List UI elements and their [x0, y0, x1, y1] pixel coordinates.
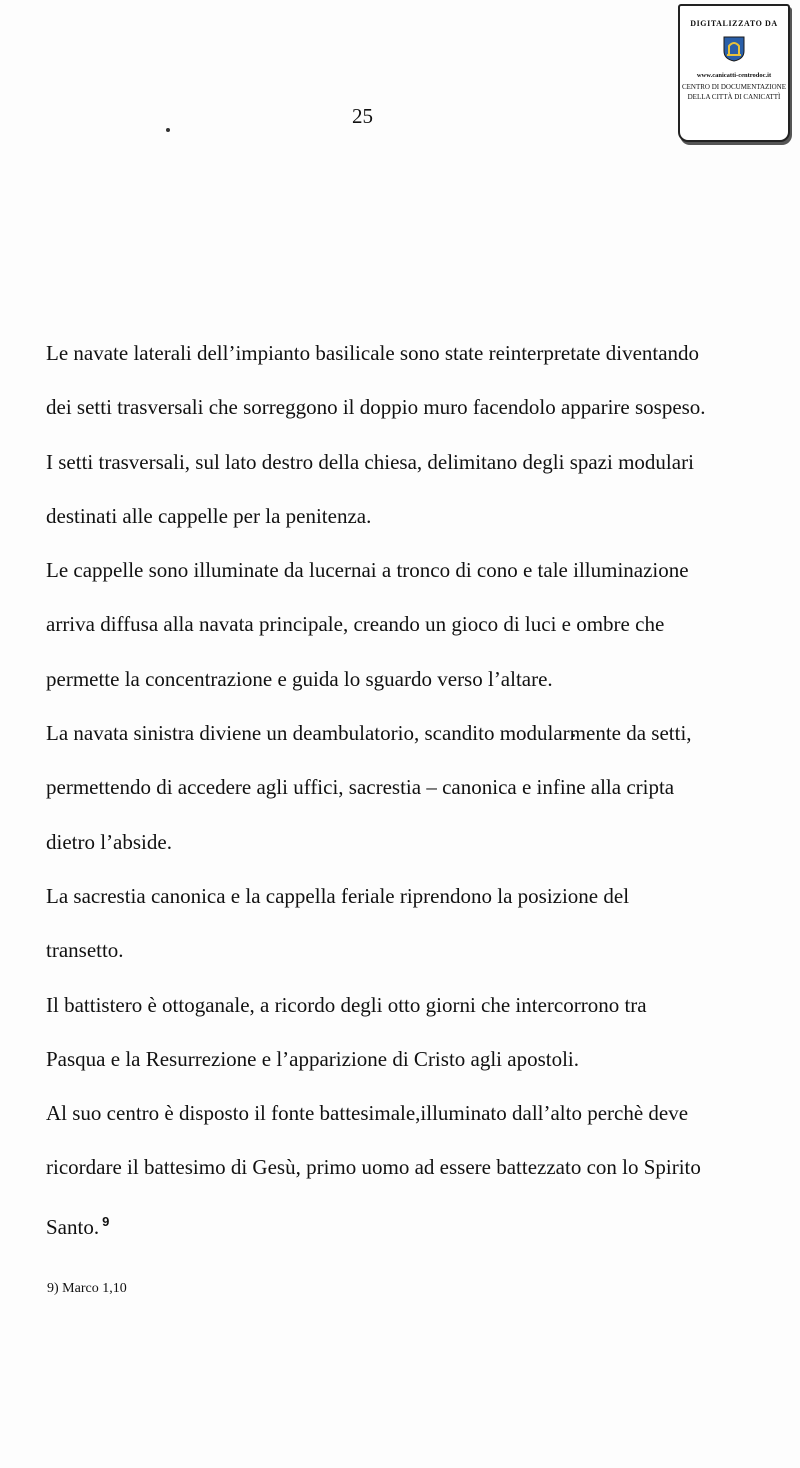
scan-speck [166, 128, 170, 132]
text-line: Al suo centro è disposto il fonte battesimale,illuminato dall’alto perchè deve [46, 1101, 689, 1126]
text-line: permettendo di accedere agli uffici, sacrestia – canonica e infine alla cripta [46, 775, 675, 800]
text-line: arriva diffusa alla navata principale, creando un gioco di luci e ombre che [46, 612, 665, 637]
footnote: 9) Marco 1,10 [47, 1281, 127, 1296]
text-line: Santo. [46, 1214, 100, 1239]
text-line: Il battistero è ottoganale, a ricordo degli otto giorni che intercorrono tra [46, 992, 647, 1017]
digitization-stamp [678, 4, 790, 142]
stamp-title: DIGITALIZZATO DA [690, 19, 778, 28]
text-line: Le cappelle sono illuminate da lucernai a tronco di cono e tale illuminazione [46, 558, 689, 583]
city-crest-icon [723, 36, 745, 62]
text-line: La navata sinistra diviene un deambulatorio, scandito modularmente da setti, [46, 721, 692, 746]
footnote-marker: 9 [102, 1213, 110, 1229]
text-line: dei setti trasversali che sorreggono il doppio muro facendolo apparire sospeso. [46, 395, 706, 420]
text-line-last [46, 1195, 776, 1249]
page-number: 25 [352, 104, 373, 128]
text-line: dietro l’abside. [46, 829, 172, 854]
text-line: Le navate laterali dell’impianto basilicale sono state reinterpretate diventando [46, 341, 700, 365]
stamp-url: www.canicatti-centrodoc.it [696, 72, 772, 79]
body-text [46, 326, 776, 1249]
text-line: La sacrestia canonica e la cappella feriale riprendono la posizione del [46, 883, 630, 908]
text-line: destinati alle cappelle per la penitenza. [46, 503, 372, 528]
stamp-line-2: DELLA CITTÀ DI CANICATTÌ [687, 93, 781, 101]
text-line: ricordare il battesimo di Gesù, primo uomo ad essere battezzato con lo Spirito [46, 1155, 701, 1180]
text-line: transetto. [46, 938, 124, 963]
text-line: Pasqua e la Resurrezione e l’apparizione di Cristo agli apostoli. [46, 1046, 580, 1071]
text-line: I setti trasversali, sul lato destro della chiesa, delimitano degli spazi modulari [46, 449, 694, 474]
stamp-line-1: CENTRO DI DOCUMENTAZIONE [681, 83, 787, 91]
text-line: permette la concentrazione e guida lo sguardo verso l’altare. [46, 666, 553, 691]
